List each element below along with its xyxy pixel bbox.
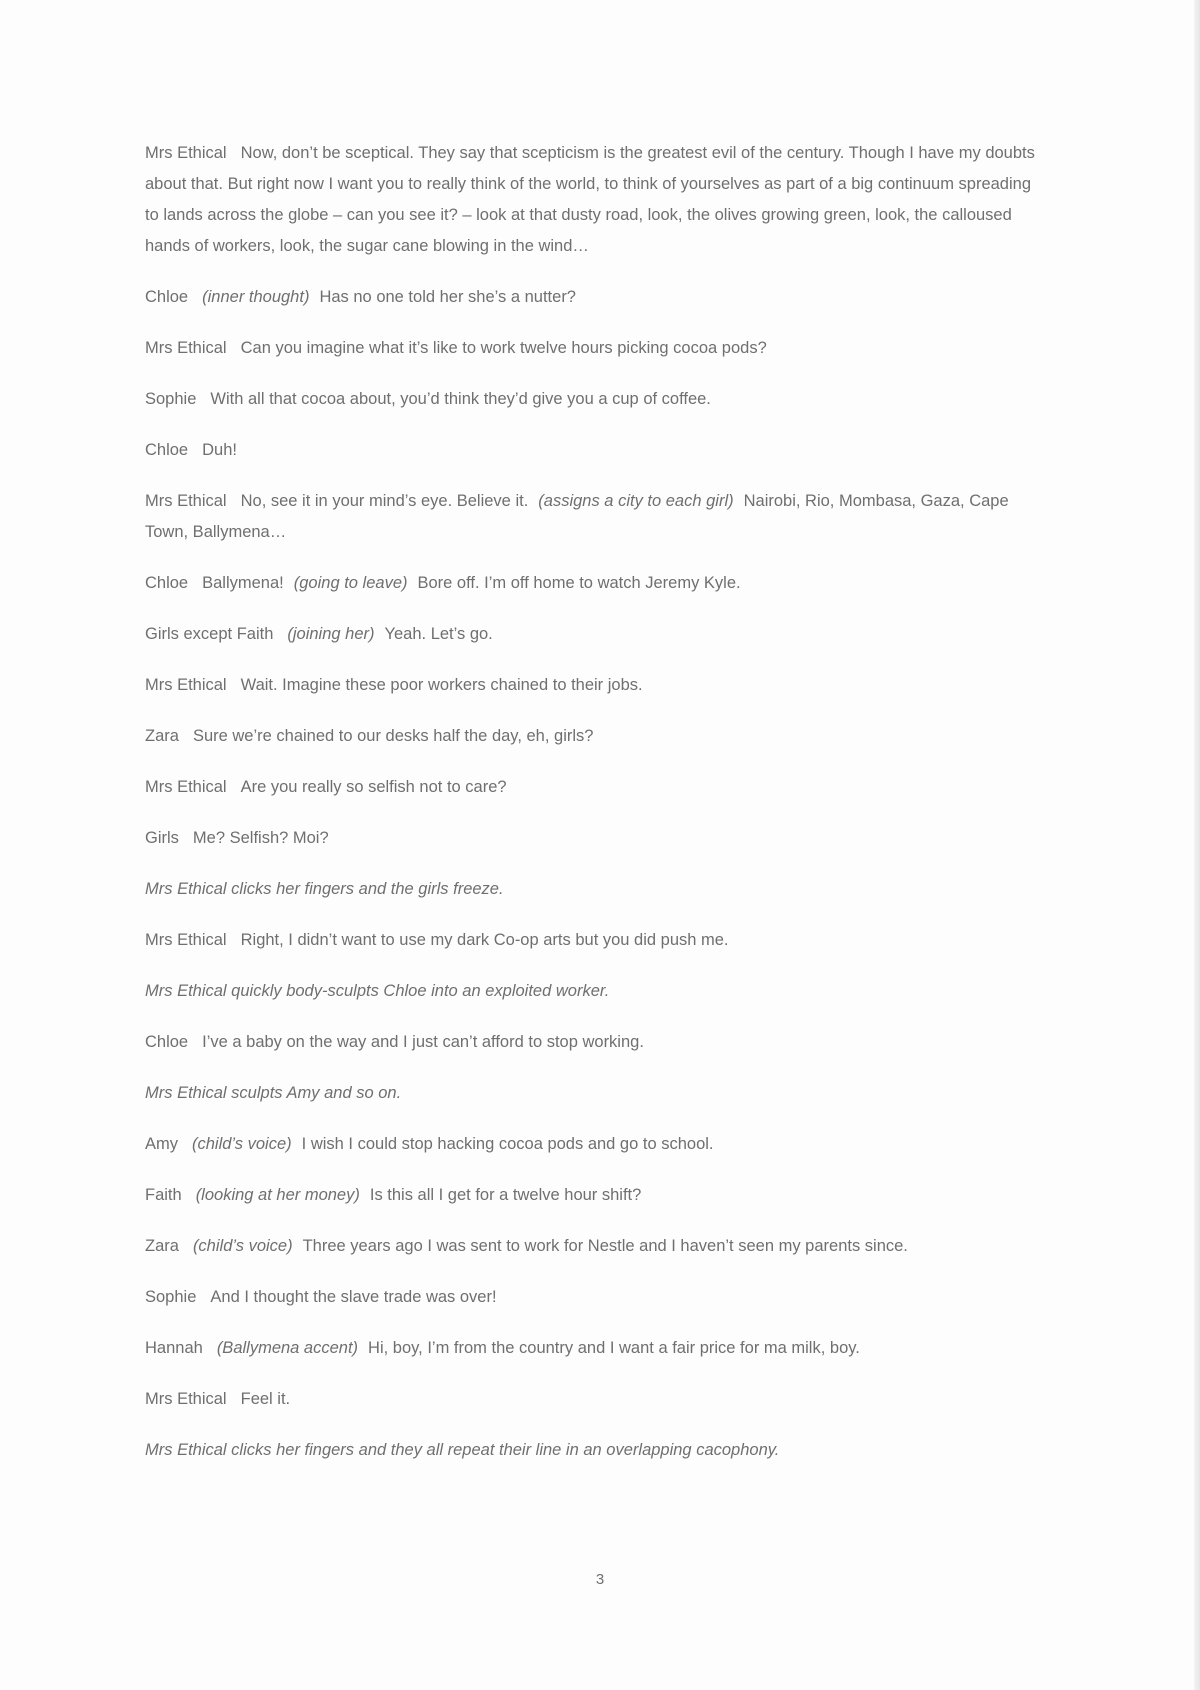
dialogue-text: Hi, boy, I’m from the country and I want a fair price for ma milk, boy. xyxy=(368,1339,860,1357)
stage-direction-inline: (child’s voice) xyxy=(192,1237,293,1255)
speaker-name: Chloe xyxy=(145,1033,189,1051)
dialogue-text: And I thought the slave trade was over! xyxy=(210,1288,497,1306)
dialogue-line xyxy=(145,823,1045,854)
dialogue-line xyxy=(145,384,1045,415)
dialogue-line xyxy=(145,925,1045,956)
speaker-name: Faith xyxy=(145,1186,182,1204)
dialogue-line xyxy=(145,619,1045,650)
speaker-name: Mrs Ethical xyxy=(145,492,227,510)
page-number: 3 xyxy=(595,1571,605,1588)
dialogue-line xyxy=(145,1333,1045,1364)
stage-direction-inline: (inner thought) xyxy=(202,288,310,306)
speaker-name: Zara xyxy=(145,727,179,745)
dialogue-text: With all that cocoa about, you’d think they’d give you a cup of coffee. xyxy=(210,390,711,408)
dialogue-text: Are you really so selfish not to care? xyxy=(240,778,507,796)
stage-direction: Mrs Ethical quickly body-sculpts Chloe into an exploited worker. xyxy=(145,982,610,1000)
dialogue-line xyxy=(145,1180,1045,1211)
speaker-name: Sophie xyxy=(145,390,197,408)
speaker-name: Mrs Ethical xyxy=(145,1390,227,1408)
stage-direction-inline: (going to leave) xyxy=(293,574,408,592)
dialogue-text: I wish I could stop hacking cocoa pods and go to school. xyxy=(301,1135,714,1153)
dialogue-text: Feel it. xyxy=(240,1390,291,1408)
speaker-name: Sophie xyxy=(145,1288,197,1306)
dialogue-line xyxy=(145,1027,1045,1058)
dialogue-line xyxy=(145,1231,1045,1262)
speaker-name: Amy xyxy=(145,1135,178,1153)
speaker-name: Mrs Ethical xyxy=(145,931,227,949)
dialogue-line xyxy=(145,282,1045,313)
dialogue-text: Wait. Imagine these poor workers chained to their jobs. xyxy=(240,676,643,694)
stage-direction-inline: (Ballymena accent) xyxy=(216,1339,359,1357)
speaker-name: Mrs Ethical xyxy=(145,778,227,796)
dialogue-line xyxy=(145,568,1045,599)
dialogue-text: Right, I didn’t want to use my dark Co-op arts but you did push me. xyxy=(240,931,729,949)
speaker-name: Mrs Ethical xyxy=(145,676,227,694)
dialogue-text: Is this all I get for a twelve hour shift? xyxy=(369,1186,642,1204)
dialogue-line xyxy=(145,1129,1045,1160)
stage-direction: Mrs Ethical clicks her fingers and the girls freeze. xyxy=(145,880,504,898)
page-edge-shadow xyxy=(1194,0,1200,1690)
speaker-name: Chloe xyxy=(145,288,189,306)
stage-direction-inline: (assigns a city to each girl) xyxy=(538,492,734,510)
stage-direction: Mrs Ethical clicks her fingers and they all repeat their line in an overlapping cacophony. xyxy=(145,1441,780,1459)
dialogue-text: Duh! xyxy=(202,441,237,459)
dialogue-text: No, see it in your mind’s eye. Believe it. xyxy=(240,492,529,510)
dialogue-text: Me? Selfish? Moi? xyxy=(192,829,329,847)
dialogue-line xyxy=(145,721,1045,752)
dialogue-text: Sure we’re chained to our desks half the day, eh, girls? xyxy=(192,727,594,745)
dialogue-line xyxy=(145,1282,1045,1313)
dialogue-text: Has no one told her she’s a nutter? xyxy=(319,288,576,306)
dialogue-line xyxy=(145,138,1045,262)
speaker-name: Mrs Ethical xyxy=(145,339,227,357)
speaker-name: Girls except Faith xyxy=(145,625,274,643)
dialogue-text-continued: Nairobi, Rio, Mombasa, Gaza, Cape Town, Ballymena… xyxy=(145,492,1009,541)
speaker-name: Chloe xyxy=(145,441,189,459)
dialogue-text-continued: Bore off. I’m off home to watch Jeremy Kyle. xyxy=(417,574,741,592)
dialogue-text: Can you imagine what it’s like to work twelve hours picking cocoa pods? xyxy=(240,339,767,357)
stage-direction-inline: (child’s voice) xyxy=(192,1135,292,1153)
script-body xyxy=(145,138,1045,1486)
dialogue-line xyxy=(145,670,1045,701)
dialogue-line xyxy=(145,333,1045,364)
dialogue-text: Now, don’t be sceptical. They say that scepticism is the greatest evil of the century. Though I have my doubts about that. But right now I want you to really think of the world, to think of yourselves as part of a big continuum spreading to lands across the globe – can you see it? – look at that dusty road, look, the olives growing green, look, the calloused hands of workers, look, the sugar cane blowing in the wind… xyxy=(145,144,1035,255)
dialogue-line xyxy=(145,435,1045,466)
speaker-name: Zara xyxy=(145,1237,179,1255)
speaker-name: Hannah xyxy=(145,1339,203,1357)
dialogue-text: I’ve a baby on the way and I just can’t afford to stop working. xyxy=(202,1033,644,1051)
stage-direction-inline: (joining her) xyxy=(287,625,375,643)
dialogue-text: Three years ago I was sent to work for Nestle and I haven’t seen my parents since. xyxy=(302,1237,908,1255)
speaker-name: Mrs Ethical xyxy=(145,144,227,162)
speaker-name: Chloe xyxy=(145,574,189,592)
speaker-name: Girls xyxy=(145,829,179,847)
dialogue-line xyxy=(145,486,1045,548)
stage-direction: Mrs Ethical sculpts Amy and so on. xyxy=(145,1084,402,1102)
dialogue-text: Yeah. Let’s go. xyxy=(384,625,493,643)
stage-direction-inline: (looking at her money) xyxy=(195,1186,360,1204)
dialogue-line xyxy=(145,772,1045,803)
dialogue-line xyxy=(145,1384,1045,1415)
dialogue-text: Ballymena! xyxy=(202,574,284,592)
